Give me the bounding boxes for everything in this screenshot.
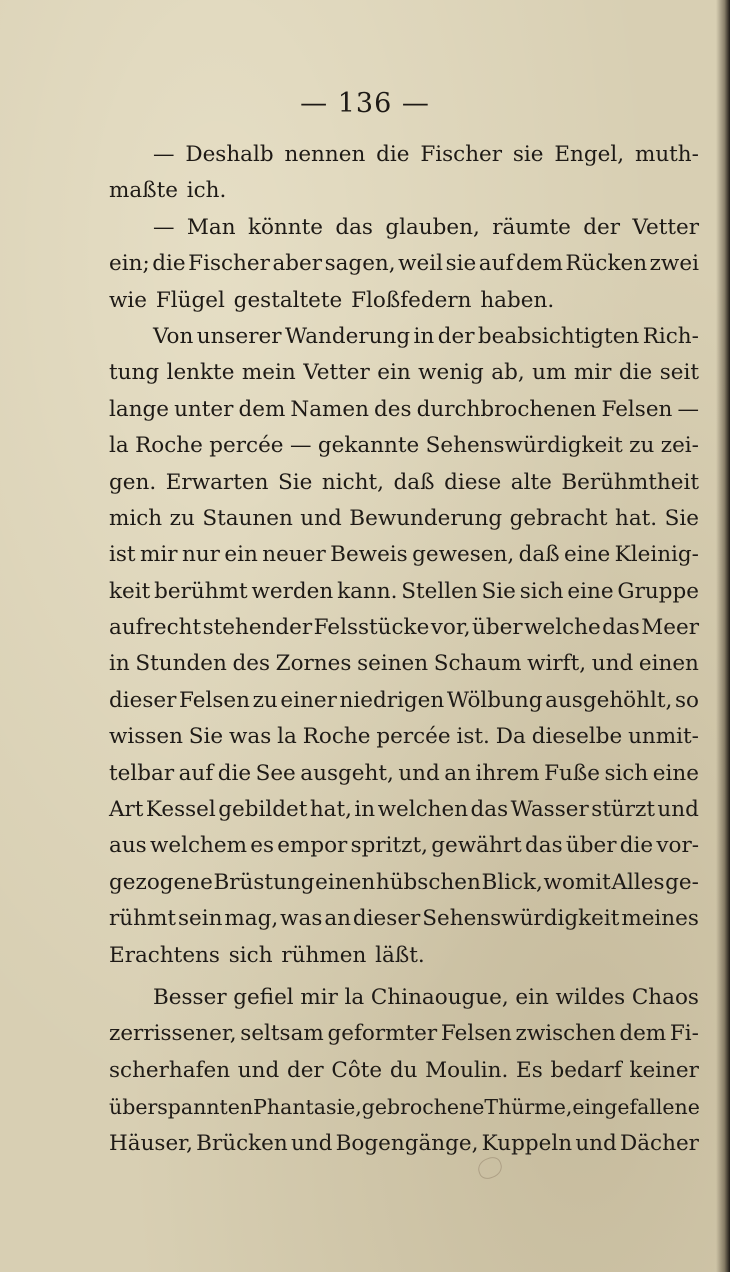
- page-number: — 136 —: [300, 88, 430, 119]
- text-line: lange unter dem Namen des durchbrochenen Felsen —: [109, 396, 699, 422]
- text-line: ist mir nur ein neuer Beweis gewesen, daß eine Kleinig-: [109, 542, 699, 568]
- text-line: Erachtens sich rühmen läßt.: [109, 942, 425, 968]
- paragraph: [109, 137, 699, 210]
- text-line: Häuser, Brücken und Bogengänge, Kuppeln und Dächer: [109, 1130, 699, 1156]
- text-line: la Roche percée — gekannte Sehenswürdigkeit zu zei-: [109, 433, 699, 459]
- text-line: maßte ich.: [109, 178, 227, 204]
- text-line: — Deshalb nennen die Fischer sie Engel, muth-: [153, 142, 699, 167]
- text-line: scherhafen und der Côte du Moulin. Es bedarf keiner: [109, 1057, 699, 1083]
- text-line: wie Flügel gestaltete Floßfedern haben.: [109, 287, 555, 313]
- text-line: dieser Felsen zu einer niedrigen Wölbung ausgehöhlt, so: [109, 687, 699, 713]
- text-line: in Stunden des Zornes seinen Schaum wirft, und einen: [109, 651, 699, 677]
- paragraph: [109, 980, 699, 1162]
- page-edge-shadow: [716, 0, 730, 1272]
- text-line: gen. Erwarten Sie nicht, daß diese alte Berühmtheit: [109, 469, 699, 495]
- text-line: telbar auf die See ausgeht, und an ihrem Fuße sich eine: [109, 760, 699, 786]
- text-line: Von unserer Wanderung in der beabsichtigten Rich-: [153, 323, 699, 349]
- paragraph: [109, 319, 699, 974]
- text-line: wissen Sie was la Roche percée ist. Da dieselbe unmit-: [109, 724, 699, 750]
- text-line: zerrissener, seltsam geformter Felsen zwischen dem Fi-: [109, 1021, 699, 1047]
- text-line: tung lenkte mein Vetter ein wenig ab, um mir die seit: [109, 360, 699, 386]
- text-line: — Man könnte das glauben, räumte der Vetter: [153, 214, 699, 240]
- text-line: ein; die Fischer aber sagen, weil sie auf dem Rücken zwei: [109, 251, 699, 277]
- paragraph: [109, 210, 699, 319]
- text-line: aufrecht stehender Felsstücke vor, über welche das Meer: [109, 615, 699, 641]
- text-line: aus welchem es empor spritzt, gewährt das über die vor-: [109, 833, 699, 859]
- text-line: gezogene Brüstung einen hübschen Blick, womit Alles ge-: [109, 869, 699, 895]
- text-line: mich zu Staunen und Bewunderung gebracht hat. Sie: [109, 505, 699, 531]
- text-line: rühmt sein mag, was an dieser Sehenswürdigkeit meines: [109, 906, 699, 932]
- text-line: Art Kessel gebildet hat, in welchen das Wasser stürzt und: [109, 797, 699, 823]
- text-line: überspannten Phantasie, gebrochene Thürme, eingefallene: [109, 1095, 700, 1120]
- text-line: keit berühmt werden kann. Stellen Sie sich eine Gruppe: [109, 578, 699, 604]
- text-line: Besser gefiel mir la Chinaougue, ein wildes Chaos: [153, 984, 699, 1010]
- body-text: [109, 137, 699, 1162]
